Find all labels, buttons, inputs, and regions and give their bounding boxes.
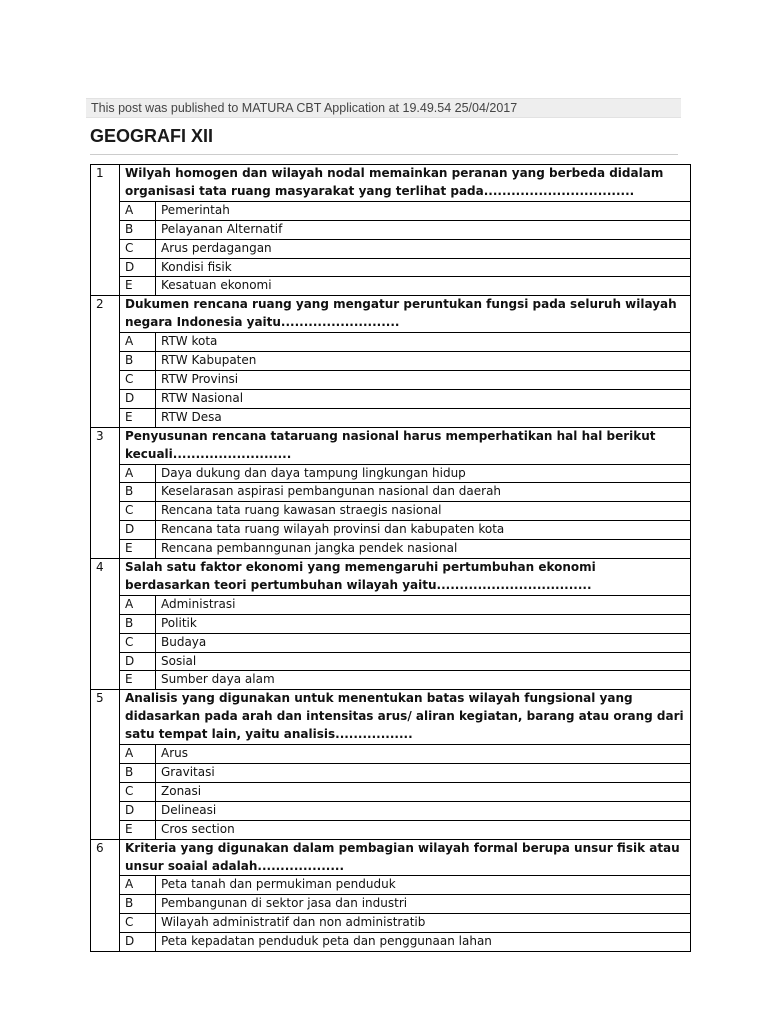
option-row — [91, 914, 691, 933]
option-letter: D — [120, 389, 156, 408]
question-text: Dukumen rencana ruang yang mengatur peruntukan fungsi pada seluruh wilayah negara Indonesia yaitu.......................... — [120, 296, 691, 333]
question-row — [91, 559, 691, 596]
option-text: RTW Desa — [156, 408, 691, 427]
option-row — [91, 540, 691, 559]
question-text: Wilyah homogen dan wilayah nodal memainkan peranan yang berbeda didalam organisasi tata ruang masyarakat yang terlihat pada................................. — [120, 165, 691, 202]
option-letter: B — [120, 352, 156, 371]
option-letter: A — [120, 333, 156, 352]
option-letter: E — [120, 408, 156, 427]
option-text: Sosial — [156, 652, 691, 671]
option-letter: B — [120, 895, 156, 914]
option-text: Kesatuan ekonomi — [156, 277, 691, 296]
option-text: RTW Nasional — [156, 389, 691, 408]
question-number: 4 — [91, 559, 120, 690]
option-letter: E — [120, 820, 156, 839]
option-row — [91, 502, 691, 521]
page-title: GEOGRAFI XII — [90, 126, 214, 146]
option-row — [91, 764, 691, 783]
option-row — [91, 333, 691, 352]
option-letter: A — [120, 464, 156, 483]
option-text: Daya dukung dan daya tampung lingkungan hidup — [156, 464, 691, 483]
option-row — [91, 895, 691, 914]
option-text: Keselarasan aspirasi pembangunan nasional dan daerah — [156, 483, 691, 502]
question-number: 5 — [91, 690, 120, 839]
option-row — [91, 876, 691, 895]
option-text: Sumber daya alam — [156, 671, 691, 690]
option-row — [91, 521, 691, 540]
question-text: Analisis yang digunakan untuk menentukan batas wilayah fungsional yang didasarkan pada arah dan intensitas arus/ aliran kegiatan, barang atau orang dari satu tempat lain, yaitu analisis................. — [120, 690, 691, 745]
option-row — [91, 464, 691, 483]
option-text: Arus perdagangan — [156, 239, 691, 258]
option-text: Kondisi fisik — [156, 258, 691, 277]
option-letter: D — [120, 652, 156, 671]
option-row — [91, 201, 691, 220]
question-number: 2 — [91, 296, 120, 427]
option-letter: D — [120, 258, 156, 277]
option-row — [91, 595, 691, 614]
option-text: Arus — [156, 745, 691, 764]
option-letter: C — [120, 370, 156, 389]
option-text: Rencana tata ruang kawasan straegis nasional — [156, 502, 691, 521]
option-row — [91, 820, 691, 839]
option-row — [91, 277, 691, 296]
option-row — [91, 652, 691, 671]
option-text: Pemerintah — [156, 201, 691, 220]
question-number: 1 — [91, 165, 120, 296]
option-letter: B — [120, 614, 156, 633]
option-text: Rencana tata ruang wilayah provinsi dan kabupaten kota — [156, 521, 691, 540]
option-text: Cros section — [156, 820, 691, 839]
option-letter: B — [120, 764, 156, 783]
option-text: Rencana pembanngunan jangka pendek nasional — [156, 540, 691, 559]
option-row — [91, 745, 691, 764]
option-text: Budaya — [156, 633, 691, 652]
option-row — [91, 408, 691, 427]
option-row — [91, 220, 691, 239]
option-text: RTW Kabupaten — [156, 352, 691, 371]
option-text: Peta kepadatan penduduk peta dan penggunaan lahan — [156, 933, 691, 952]
option-row — [91, 614, 691, 633]
option-text: Administrasi — [156, 595, 691, 614]
option-letter: C — [120, 502, 156, 521]
question-number: 3 — [91, 427, 120, 558]
option-row — [91, 933, 691, 952]
option-letter: B — [120, 220, 156, 239]
option-text: Pelayanan Alternatif — [156, 220, 691, 239]
option-row — [91, 782, 691, 801]
publication-banner: This post was published to MATURA CBT Application at 19.49.54 25/04/2017 — [86, 98, 681, 118]
option-text: Zonasi — [156, 782, 691, 801]
question-row — [91, 839, 691, 876]
option-letter: A — [120, 201, 156, 220]
question-row — [91, 427, 691, 464]
option-row — [91, 801, 691, 820]
option-letter: D — [120, 933, 156, 952]
option-text: Pembangunan di sektor jasa dan industri — [156, 895, 691, 914]
option-letter: E — [120, 671, 156, 690]
option-text: Politik — [156, 614, 691, 633]
option-text: Delineasi — [156, 801, 691, 820]
question-text: Kriteria yang digunakan dalam pembagian wilayah formal berupa unsur fisik atau unsur soaial adalah................... — [120, 839, 691, 876]
option-text: RTW kota — [156, 333, 691, 352]
option-letter: E — [120, 277, 156, 296]
question-number: 6 — [91, 839, 120, 951]
option-row — [91, 370, 691, 389]
option-letter: C — [120, 914, 156, 933]
question-row — [91, 690, 691, 745]
option-row — [91, 352, 691, 371]
option-row — [91, 389, 691, 408]
option-row — [91, 633, 691, 652]
option-letter: D — [120, 521, 156, 540]
option-row — [91, 671, 691, 690]
option-row — [91, 483, 691, 502]
option-letter: C — [120, 239, 156, 258]
option-text: RTW Provinsi — [156, 370, 691, 389]
title-divider — [90, 154, 678, 155]
option-text: Wilayah administratif dan non administratib — [156, 914, 691, 933]
question-table-body — [91, 165, 691, 952]
option-row — [91, 239, 691, 258]
question-text: Penyusunan rencana tataruang nasional harus memperhatikan hal hal berikut kecuali.......................... — [120, 427, 691, 464]
question-row — [91, 165, 691, 202]
option-letter: A — [120, 595, 156, 614]
option-letter: C — [120, 782, 156, 801]
option-letter: A — [120, 876, 156, 895]
question-table — [90, 164, 691, 952]
question-text: Salah satu faktor ekonomi yang memengaruhi pertumbuhan ekonomi berdasarkan teori pertumbuhan wilayah yaitu.................................. — [120, 559, 691, 596]
question-row — [91, 296, 691, 333]
option-row — [91, 258, 691, 277]
option-text: Peta tanah dan permukiman penduduk — [156, 876, 691, 895]
option-letter: B — [120, 483, 156, 502]
option-letter: E — [120, 540, 156, 559]
option-letter: D — [120, 801, 156, 820]
option-text: Gravitasi — [156, 764, 691, 783]
option-letter: C — [120, 633, 156, 652]
option-letter: A — [120, 745, 156, 764]
